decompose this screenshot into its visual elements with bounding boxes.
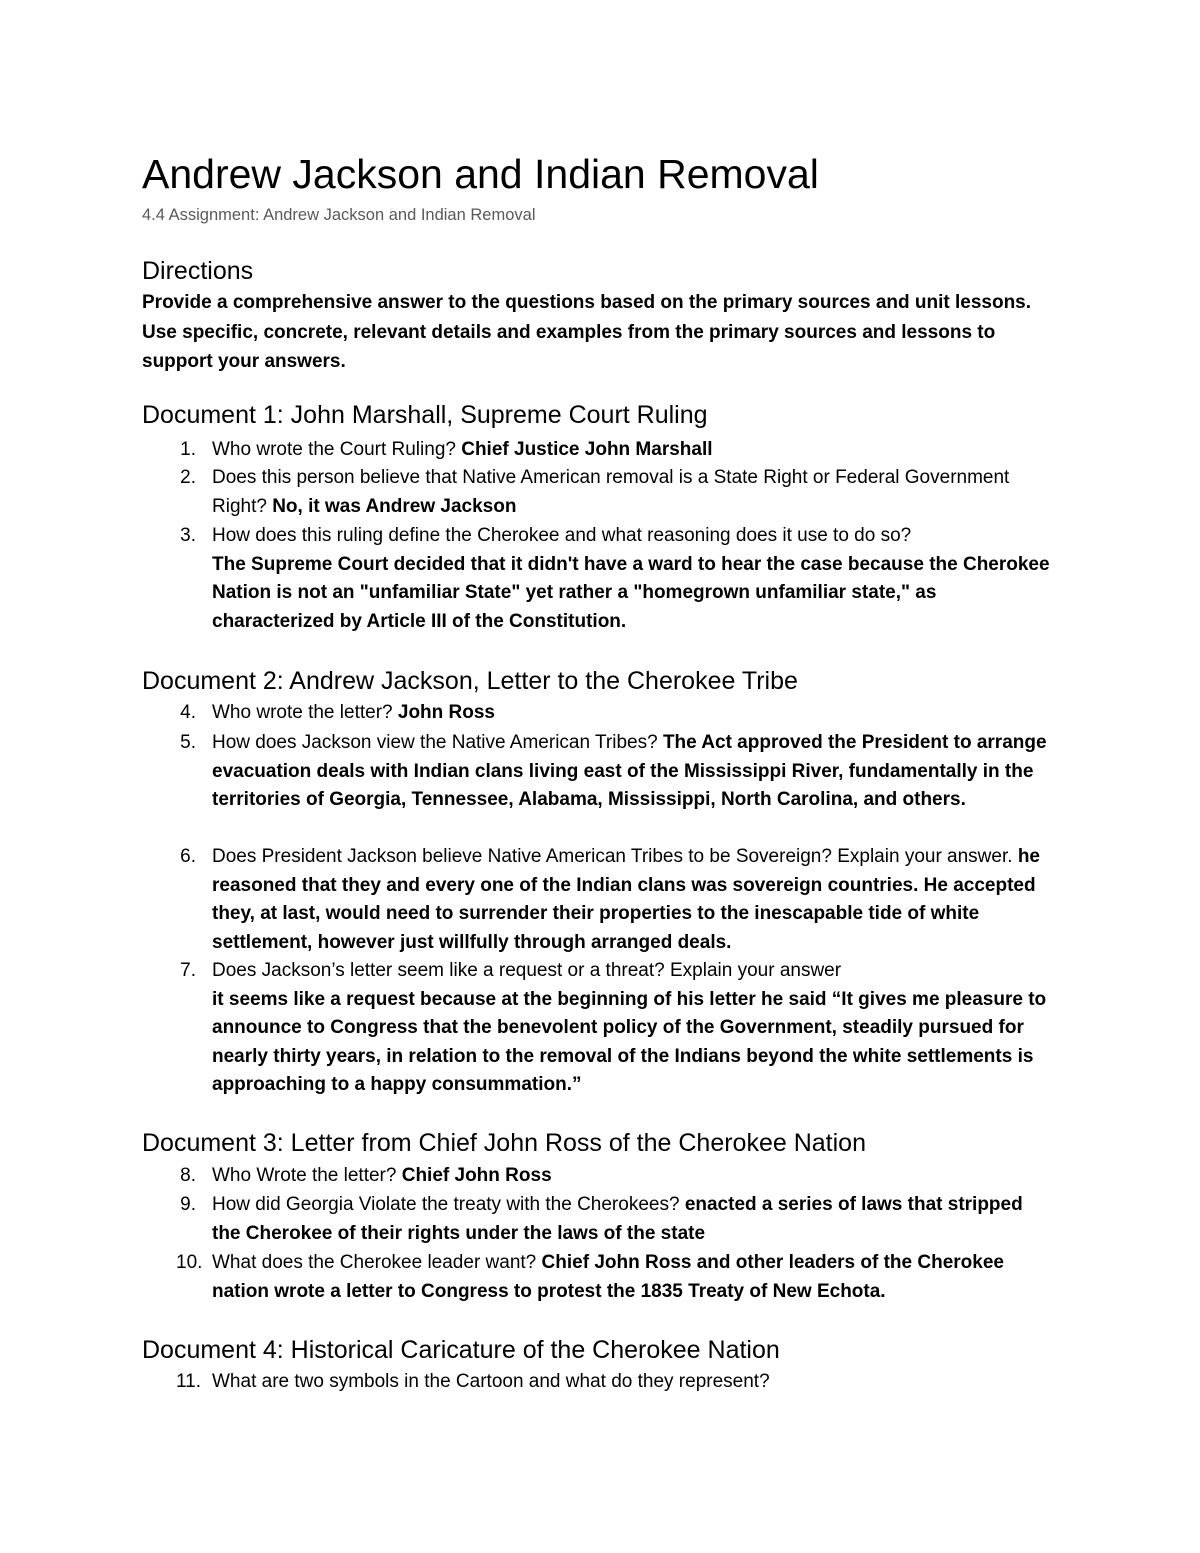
document-4-heading: Document 4: Historical Caricature of the Cherokee Nation [142, 1336, 780, 1364]
question-text: Does Jackson’s letter seem like a request or a threat? Explain your answer [212, 960, 842, 981]
question-9 [176, 1191, 1056, 1248]
question-7 [176, 957, 1056, 1100]
question-2 [176, 464, 1056, 521]
question-6 [176, 843, 1056, 957]
answer-text: The Act approved the President to arrange evacuation deals with Indian clans living east of the Mississippi River, fundamentally in the territories of Georgia, Tennessee, Alabama, Mississippi, North Carolina, and others. [212, 732, 1047, 810]
question-number: 4. [180, 702, 196, 723]
answer-text: The Supreme Court decided that it didn't have a ward to hear the case because the Cherokee Nation is not an "unfamiliar State" yet rather a "homegrown unfamiliar state," as characterized by Article III of the Constitution. [212, 553, 1050, 632]
document-3-heading: Document 3: Letter from Chief John Ross of the Cherokee Nation [142, 1129, 866, 1157]
question-number: 3. [180, 525, 196, 546]
question-5 [176, 729, 1056, 815]
answer-text: Chief John Ross and other leaders of the Cherokee nation wrote a letter to Congress to protest the 1835 Treaty of New Echota. [212, 1252, 1004, 1302]
question-10 [176, 1249, 1056, 1306]
answer-text: it seems like a request because at the beginning of his letter he said “It gives me pleasure to announce to Congress that the benevolent policy of the Government, steadily pursued for nearly thirty years, in relation to the removal of the Indians beyond the white settlements is approaching to a happy consummation.” [212, 988, 1047, 1095]
question-text: Does President Jackson believe Native American Tribes to be Sovereign? Explain your answer. [212, 846, 1013, 867]
answer-text: Chief John Ross [401, 1165, 552, 1186]
question-3 [176, 522, 1056, 636]
answer-text: John Ross [397, 702, 495, 723]
question-number: 10. [176, 1252, 203, 1273]
document-2-heading: Document 2: Andrew Jackson, Letter to the Cherokee Tribe [142, 667, 798, 695]
directions-text: Provide a comprehensive answer to the questions based on the primary sources and unit lessons. Use specific, concrete, relevant details and examples from the primary sources and lessons to support your answers. [142, 292, 1032, 372]
question-text: Who Wrote the letter? [212, 1165, 397, 1186]
answer-text: Chief Justice John Marshall [461, 439, 713, 460]
page-title: Andrew Jackson and Indian Removal [142, 151, 819, 197]
question-text: Does this person believe that Native American removal is a State Right or Federal Government Right? [212, 467, 1010, 517]
answer-text: he reasoned that they and every one of the Indian clans was sovereign countries. He accepted they, at last, would need to surrender their properties to the inescapable tide of white settlement, however just willfully through arranged deals. [212, 846, 1041, 953]
question-number: 6. [180, 846, 196, 867]
question-number: 2. [180, 467, 196, 488]
question-number: 9. [180, 1194, 196, 1215]
question-number: 11. [176, 1371, 202, 1392]
page-subtitle: 4.4 Assignment: Andrew Jackson and Indian Removal [142, 206, 536, 224]
directions-heading: Directions [142, 257, 254, 285]
question-number: 1. [180, 439, 196, 460]
question-number: 5. [180, 732, 196, 753]
question-text: How did Georgia Violate the treaty with the Cherokees? [212, 1194, 680, 1215]
answer-text: enacted a series of laws that stripped the Cherokee of their rights under the laws of the state [212, 1194, 1023, 1244]
question-8 [176, 1162, 1056, 1191]
question-text: How does Jackson view the Native American Tribes? [212, 732, 658, 753]
answer-text: No, it was Andrew Jackson [272, 495, 517, 517]
question-number: 7. [180, 960, 196, 981]
document-1-heading: Document 1: John Marshall, Supreme Court Ruling [142, 401, 708, 429]
question-text: How does this ruling define the Cherokee and what reasoning does it use to do so? [212, 525, 912, 546]
question-text: What are two symbols in the Cartoon and what do they represent? [212, 1371, 770, 1392]
question-4 [176, 699, 1056, 728]
question-text: Who wrote the Court Ruling? [212, 439, 456, 460]
question-text: Who wrote the letter? [212, 702, 393, 723]
question-number: 8. [180, 1165, 196, 1186]
question-text: What does the Cherokee leader want? [212, 1252, 537, 1273]
question-1 [176, 436, 1056, 465]
question-11 [176, 1368, 1056, 1397]
